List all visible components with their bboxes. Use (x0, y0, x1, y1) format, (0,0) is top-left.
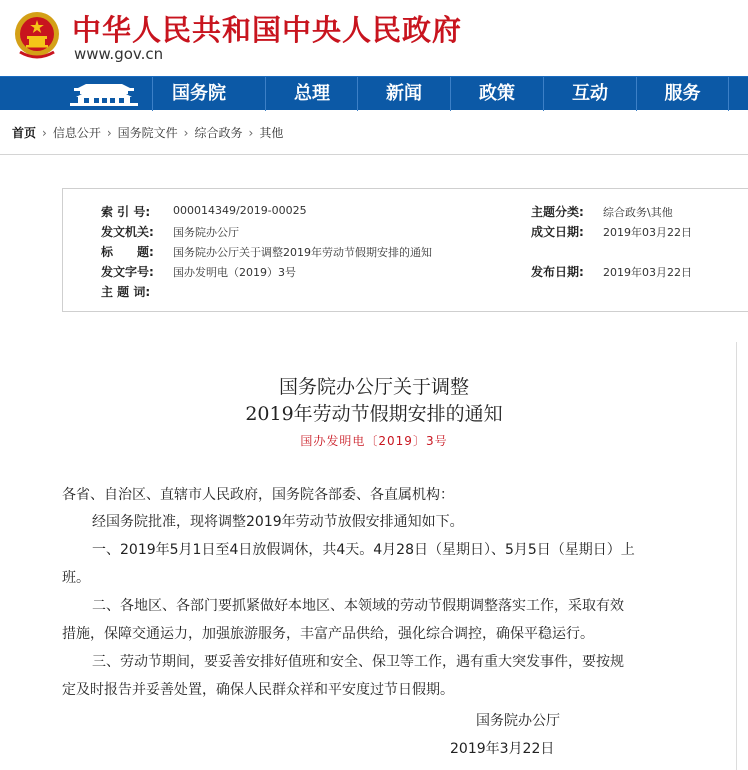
breadcrumb-other[interactable]: 其他 (259, 126, 284, 140)
nav-item-services[interactable]: 服务 (636, 77, 729, 111)
nav-item-interaction[interactable]: 互动 (543, 77, 636, 111)
index-label: 索 引 号: (101, 205, 151, 219)
chevron-right-icon: › (183, 126, 189, 140)
signature: 国务院办公厅 (476, 713, 560, 729)
paragraph-2-line2: 班。 (62, 570, 90, 586)
breadcrumb-general-affairs[interactable]: 综合政务 (194, 126, 243, 140)
breadcrumb-info-disclosure[interactable]: 信息公开 (52, 126, 101, 140)
paragraph-4-line2: 定及时报告并妥善处置，确保人民群众祥和平安度过节日假期。 (62, 682, 454, 698)
nav-item-policy[interactable]: 政策 (450, 77, 543, 111)
docno-label: 发文字号: (101, 265, 154, 279)
paragraph-4-line1: 三、劳动节期间，要妥善安排好值班和安全、保卫等工作，遇有重大突发事件，要按规 (92, 654, 624, 670)
paragraph-2-line1: 一、2019年5月1日至4日放假调休，共4天。4月28日（星期日）、5月5日（星期日）上 (92, 542, 635, 558)
document-info-box (62, 188, 748, 312)
date-written-label: 成文日期: (531, 225, 584, 239)
signature-date: 2019年3月22日 (450, 741, 555, 757)
issuer-label: 发文机关: (101, 225, 154, 239)
paragraph-1: 经国务院批准，现将调整2019年劳动节放假安排通知如下。 (92, 514, 464, 530)
nav-item-news[interactable]: 新闻 (357, 77, 450, 111)
article-title-line2: 2019年劳动节假期安排的通知 (245, 403, 503, 425)
nav-item-state-council[interactable]: 国务院 (152, 77, 245, 111)
paragraph-3-line2: 措施，保障交通运力，加强旅游服务，丰富产品供给，强化综合调控，确保平稳运行。 (62, 626, 594, 642)
breadcrumb-home[interactable]: 首页 (12, 126, 37, 140)
topic-label: 主题分类: (531, 205, 584, 219)
site-header (0, 0, 748, 76)
site-title[interactable]: 中华人民共和国中央人民政府 (72, 13, 463, 47)
article-title-line1: 国务院办公厅关于调整 (278, 376, 469, 398)
national-emblem-icon[interactable] (12, 8, 62, 62)
breadcrumb (12, 124, 283, 141)
topic-value: 综合政务\其他 (603, 206, 673, 219)
date-written-value: 2019年03月22日 (603, 226, 692, 239)
divider (0, 154, 748, 155)
chevron-right-icon: › (106, 126, 112, 140)
title-value: 国务院办公厅关于调整2019年劳动节假期安排的通知 (173, 246, 432, 259)
publish-value: 2019年03月22日 (603, 266, 692, 279)
tiananmen-icon[interactable] (60, 77, 152, 111)
doc-number: 国办发明电〔2019〕3号 (300, 434, 448, 448)
chevron-right-icon: › (248, 126, 254, 140)
index-value: 000014349/2019-00025 (173, 204, 307, 217)
docno-value: 国办发明电（2019）3号 (173, 266, 296, 279)
keywords-label: 主 题 词: (101, 285, 151, 299)
publish-label: 发布日期: (531, 265, 584, 279)
chevron-right-icon: › (42, 126, 47, 140)
title-label: 标 题: (101, 245, 154, 259)
main-nav (0, 76, 748, 110)
salutation: 各省、自治区、直辖市人民政府，国务院各部委、各直属机构： (62, 487, 454, 503)
breadcrumb-state-council-docs[interactable]: 国务院文件 (117, 126, 178, 140)
issuer-value: 国务院办公厅 (173, 226, 239, 239)
site-domain[interactable]: www.gov.cn (74, 45, 164, 63)
nav-item-premier[interactable]: 总理 (265, 77, 358, 111)
paragraph-3-line1: 二、各地区、各部门要抓紧做好本地区、本领域的劳动节假期调整落实工作，采取有效 (92, 598, 624, 614)
